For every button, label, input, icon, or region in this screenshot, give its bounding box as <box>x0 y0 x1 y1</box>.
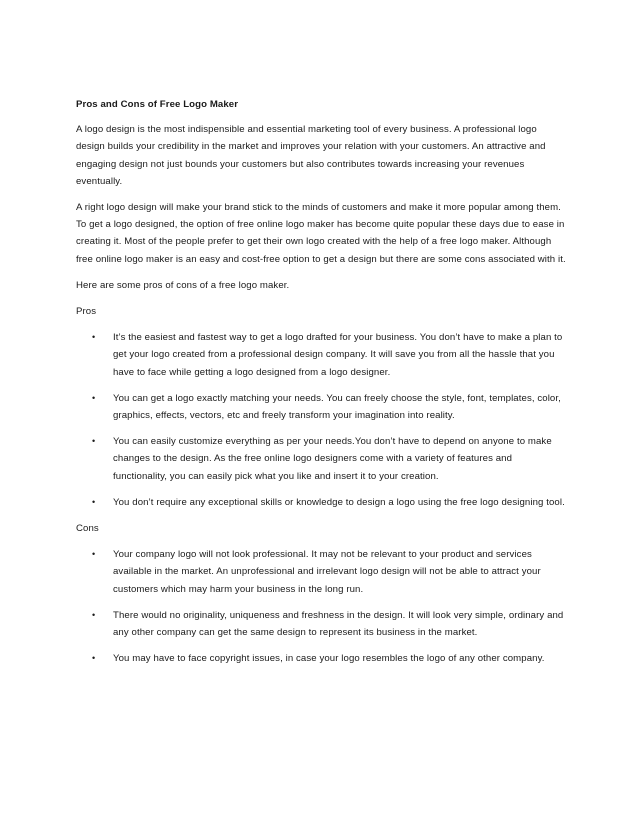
list-item-text: Your company logo will not look professional. It may not be relevant to your product and services available in the market. An unprofessional and irrelevant logo design will not be able to attract your customers which may harm your business in the long run. <box>113 549 541 595</box>
bullet-icon: • <box>92 332 96 343</box>
bullet-icon: • <box>92 653 96 664</box>
list-item <box>76 494 566 511</box>
bullet-icon: • <box>92 436 96 447</box>
list-item <box>76 546 566 598</box>
pros-heading: Pros <box>76 306 97 318</box>
list-item <box>76 329 566 381</box>
list-item <box>76 433 566 485</box>
intro-paragraph: A logo design is the most indispensible and essential marketing tool of every business. A professional logo design builds your credibility in the market and improves your relation with your customers. An attractive and engaging design not just bounds your customers but also contributes towards increasing your revenues eventually. <box>76 124 546 187</box>
list-item-text: You can easily customize everything as per your needs.You don’t have to depend on anyone to make changes to the design. As the free online logo designers come with a variety of features and functionality, you can easily pick what you like and insert it to your creation. <box>113 436 552 482</box>
lead-in-paragraph: Here are some pros of cons of a free logo maker. <box>76 279 290 291</box>
list-item-text: You don’t require any exceptional skills or knowledge to design a logo using the free logo designing tool. <box>113 496 565 508</box>
list-item <box>76 607 566 641</box>
list-item-text: You can get a logo exactly matching your needs. You can freely choose the style, font, templates, color, graphics, effects, vectors, etc and freely transform your imagination into reality. <box>113 392 561 422</box>
document-title: Pros and Cons of Free Logo Maker <box>76 99 239 110</box>
bullet-icon: • <box>92 609 96 620</box>
list-item <box>76 390 566 424</box>
bullet-icon: • <box>92 496 96 507</box>
list-item <box>76 650 566 667</box>
list-item-text: You may have to face copyright issues, in case your logo resembles the logo of any other company. <box>113 653 545 665</box>
list-item-text: It’s the easiest and fastest way to get a logo drafted for your business. You don’t have to make a plan to get your logo created from a professional design company. It will save you from all the hassle that you have to face while getting a logo designed from a logo designer. <box>113 332 563 378</box>
bullet-icon: • <box>92 549 96 560</box>
cons-heading: Cons <box>76 523 99 535</box>
document-page <box>76 96 566 676</box>
bullet-icon: • <box>92 392 96 403</box>
list-item-text: There would no originality, uniqueness and freshness in the design. It will look very simple, ordinary and any other company can get the same design to represent its business in the market. <box>113 609 564 639</box>
body-paragraph: A right logo design will make your brand stick to the minds of customers and make it more popular among them. To get a logo designed, the option of free online logo maker has become quite popular these days due to ease in creating it. Most of the people prefer to get their own logo created with the help of a free logo maker. Although free online logo maker is an easy and cost-free option to get a design but there are some cons associated with it. <box>76 202 566 265</box>
pros-list <box>76 329 566 511</box>
cons-list <box>76 546 566 667</box>
